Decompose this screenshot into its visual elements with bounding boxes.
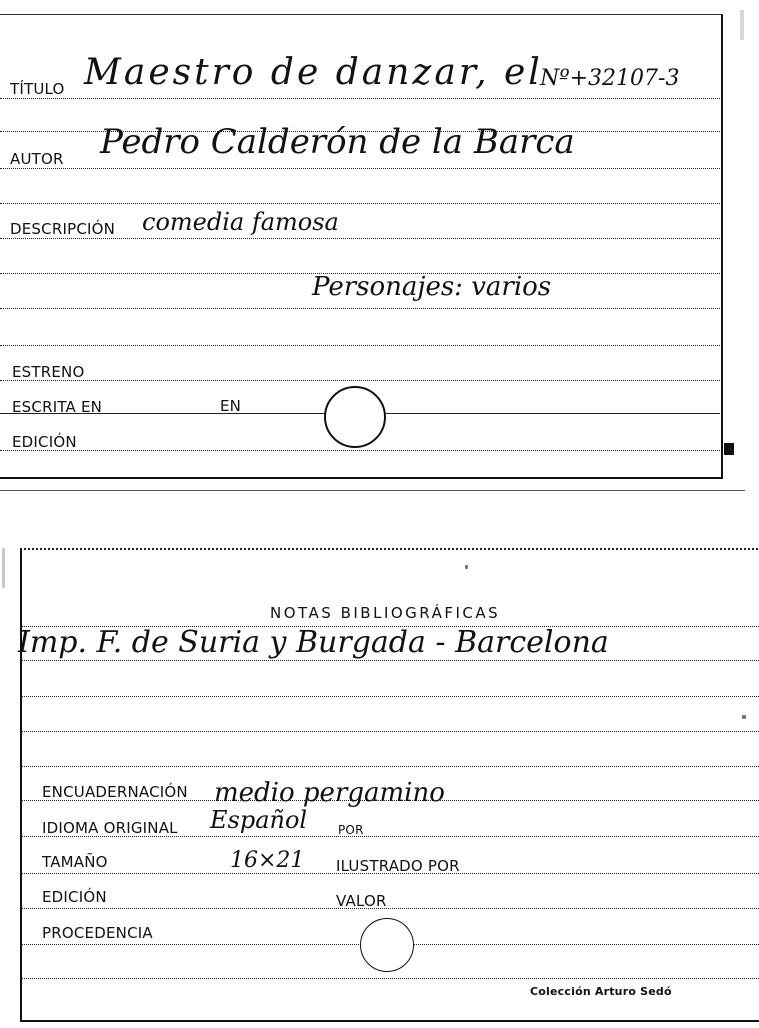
estreno-label: ESTRENO [12, 363, 85, 381]
edicion-label-2: EDICIÓN [42, 888, 107, 906]
valor-label: VALOR [336, 892, 387, 910]
rule-line [20, 978, 759, 979]
punch-hole [360, 918, 414, 972]
tamano-value: 16×21 [230, 848, 305, 873]
rule-line [0, 238, 720, 239]
titulo-value: Maestro de danzar, el [84, 52, 543, 93]
catalog-number: Nº+32107-3 [540, 66, 680, 91]
descripcion-value: comedia famosa [142, 208, 339, 236]
tamano-label: TAMAÑO [42, 853, 108, 871]
en-label: EN [220, 397, 242, 415]
por-label: POR [338, 823, 364, 837]
rule-line [0, 308, 720, 309]
procedencia-label: PROCEDENCIA [42, 924, 153, 942]
escrita-en-label: ESCRITA EN [12, 398, 103, 416]
rule-line [20, 731, 759, 732]
encuadernacion-label: ENCUADERNACIÓN [42, 783, 188, 801]
descripcion-label: DESCRIPCIÓN [10, 220, 116, 238]
rule-line [0, 450, 720, 451]
rule-line [0, 203, 720, 204]
autor-label: AUTOR [10, 150, 64, 168]
scan-speck [465, 565, 468, 569]
rule-line [0, 380, 720, 381]
rule-line [20, 766, 759, 767]
notas-value: Imp. F. de Suria y Burgada - Barcelona [18, 625, 609, 660]
edicion-label: EDICIÓN [12, 433, 77, 451]
scan-speck [2, 548, 5, 588]
card-separator [0, 490, 745, 491]
rule-line [20, 696, 759, 697]
collection-footer: Colección Arturo Sedó [530, 985, 672, 998]
autor-value: Pedro Calderón de la Barca [100, 122, 575, 162]
scan-speck [742, 715, 746, 719]
descripcion-value-2: Personajes: varios [312, 272, 552, 302]
scan-speck [740, 10, 744, 40]
rule-line [0, 98, 720, 99]
rule-line [20, 908, 759, 909]
encuadernacion-value: medio pergamino [214, 778, 445, 808]
ilustrado-label: ILUSTRADO POR [336, 857, 460, 875]
rule-line [0, 168, 720, 169]
punch-hole [324, 386, 386, 448]
idioma-label: IDIOMA ORIGINAL [42, 819, 178, 837]
notas-heading: NOTAS BIBLIOGRÁFICAS [270, 604, 501, 622]
rule-line [0, 345, 720, 346]
rule-line [20, 660, 759, 661]
card-tab-mark [724, 443, 734, 455]
titulo-label: TÍTULO [10, 80, 65, 98]
idioma-value: Español [210, 806, 308, 834]
